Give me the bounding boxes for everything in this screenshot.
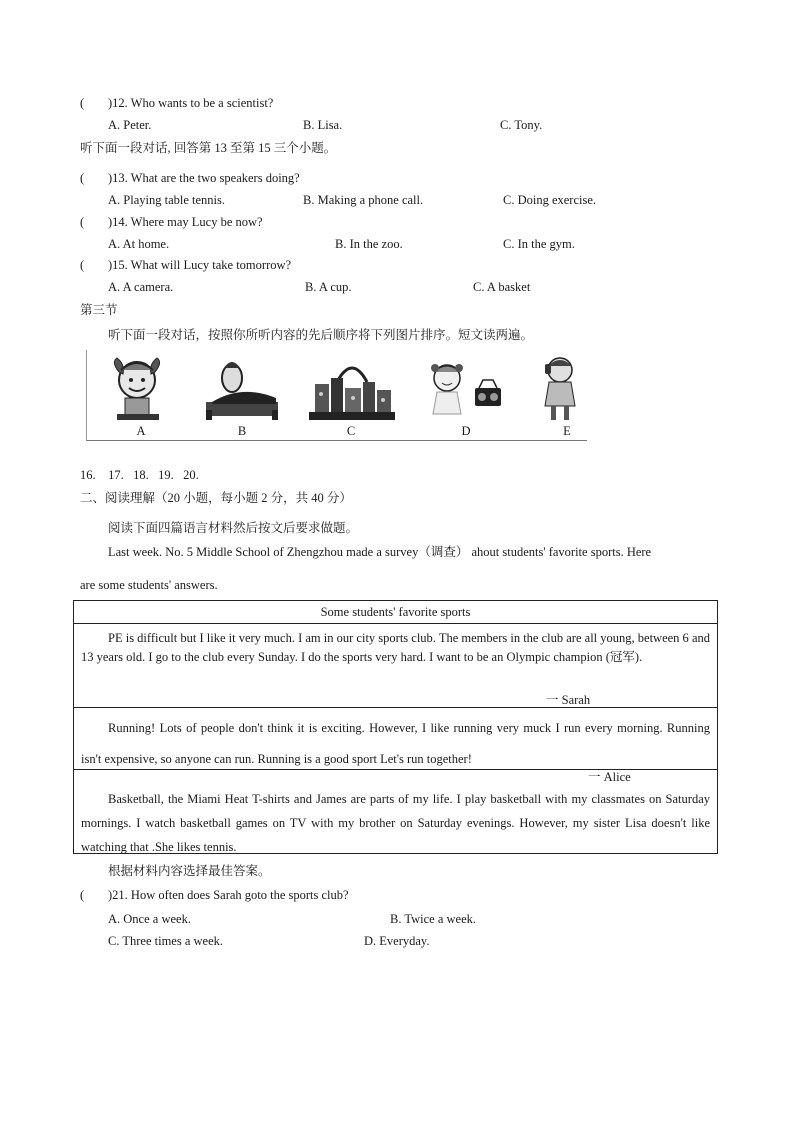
picture-label-a: A	[136, 424, 146, 438]
option-c: C. Doing exercise.	[503, 193, 597, 207]
city-picture	[307, 354, 397, 422]
answer-paren: (	[80, 96, 85, 110]
question-stem: )13. What are the two speakers doing?	[108, 171, 300, 185]
picture-strip	[86, 350, 587, 441]
picture-label-c: C	[346, 424, 356, 438]
option-b: B. A cup.	[305, 280, 352, 294]
picture-label-e: E	[563, 424, 571, 438]
table-row	[74, 707, 717, 784]
phone-call-picture	[535, 354, 585, 424]
intro-text-line2: are some students' answers.	[80, 578, 218, 592]
answer-paren: (	[80, 215, 85, 229]
option-b: B. Lisa.	[303, 118, 343, 132]
picture-label-b: B	[237, 424, 247, 438]
option-c: C. In the gym.	[503, 237, 575, 251]
answer-text: Basketball, the Miami Heat T-shirts and James are parts of my life. I play basketball with my classmates on Saturday mornings. I watch basketball games on TV with my brother on Saturday evenings. However, my sister Lisa doesn't like watching that .She likes tennis.	[81, 792, 710, 854]
sleeping-picture	[202, 354, 282, 422]
section-title: 第三节	[80, 303, 118, 317]
option-c: C. Three times a week.	[108, 934, 224, 948]
option-b: B. Twice a week.	[390, 912, 477, 926]
question-stem: )21. How often does Sarah goto the sports club?	[108, 888, 349, 902]
part-instruction: 阅读下面四篇语言材料然后按文后要求做题。	[108, 521, 359, 535]
choose-instruction: 根据材料内容选择最佳答案。	[108, 864, 271, 878]
answer-paren: (	[80, 888, 85, 902]
option-a: A. At home.	[108, 237, 170, 251]
intro-text-line1: Last week. No. 5 Middle School of Zhengzhou made a survey（调查） ahout students' favorite sports. Here	[108, 545, 652, 559]
option-a: A. A camera.	[108, 280, 174, 294]
option-a: A. Once a week.	[108, 912, 191, 926]
picture-label-d: D	[461, 424, 471, 438]
answer-text: Running! Lots of people don't think it is exciting. However, I like running very muck I run every morning. Running isn't expensive, so anyone can run. Running is a good sport Let's run together!	[81, 721, 710, 766]
answer-text: PE is difficult but I like it very much. I am in our city sports club. The members in the club are all young, between 6 and 13 years old. I go to the club every Sunday. I do the sports very hard. I want to be an Olympic champion (冠军).	[81, 631, 710, 664]
question-stem: )12. Who wants to be a scientist?	[108, 96, 274, 110]
listening-instruction: 听下面一段对话, 回答第 13 至第 15 三个小题。	[80, 141, 337, 155]
music-picture	[425, 354, 505, 422]
answer-signature: 一 Alice	[588, 770, 631, 784]
table-row	[74, 769, 717, 854]
answer-paren: (	[80, 258, 85, 272]
table-row	[74, 623, 717, 708]
option-c: C. Tony.	[500, 118, 543, 132]
survey-table	[73, 600, 718, 854]
answer-signature: 一 Sarah	[546, 693, 591, 707]
option-d: D. Everyday.	[364, 934, 430, 948]
answer-paren: (	[80, 171, 85, 185]
section-instruction: 听下面一段对话，按照你所听内容的先后顺序将下列图片排序。短文读两遍。	[108, 328, 534, 342]
option-a: A. Peter.	[108, 118, 152, 132]
question-stem: )15. What will Lucy take tomorrow?	[108, 258, 292, 272]
answer-numbers: 16. 17. 18. 19. 20.	[80, 468, 199, 482]
option-b: B. Making a phone call.	[303, 193, 424, 207]
question-stem: )14. Where may Lucy be now?	[108, 215, 263, 229]
option-c: C. A basket	[473, 280, 531, 294]
girl-brushing-picture	[107, 354, 167, 422]
option-b: B. In the zoo.	[335, 237, 403, 251]
table-header: Some students' favorite sports	[320, 605, 471, 619]
part-title: 二、阅读理解（20 小题，每小题 2 分，共 40 分）	[80, 491, 352, 505]
option-a: A. Playing table tennis.	[108, 193, 225, 207]
